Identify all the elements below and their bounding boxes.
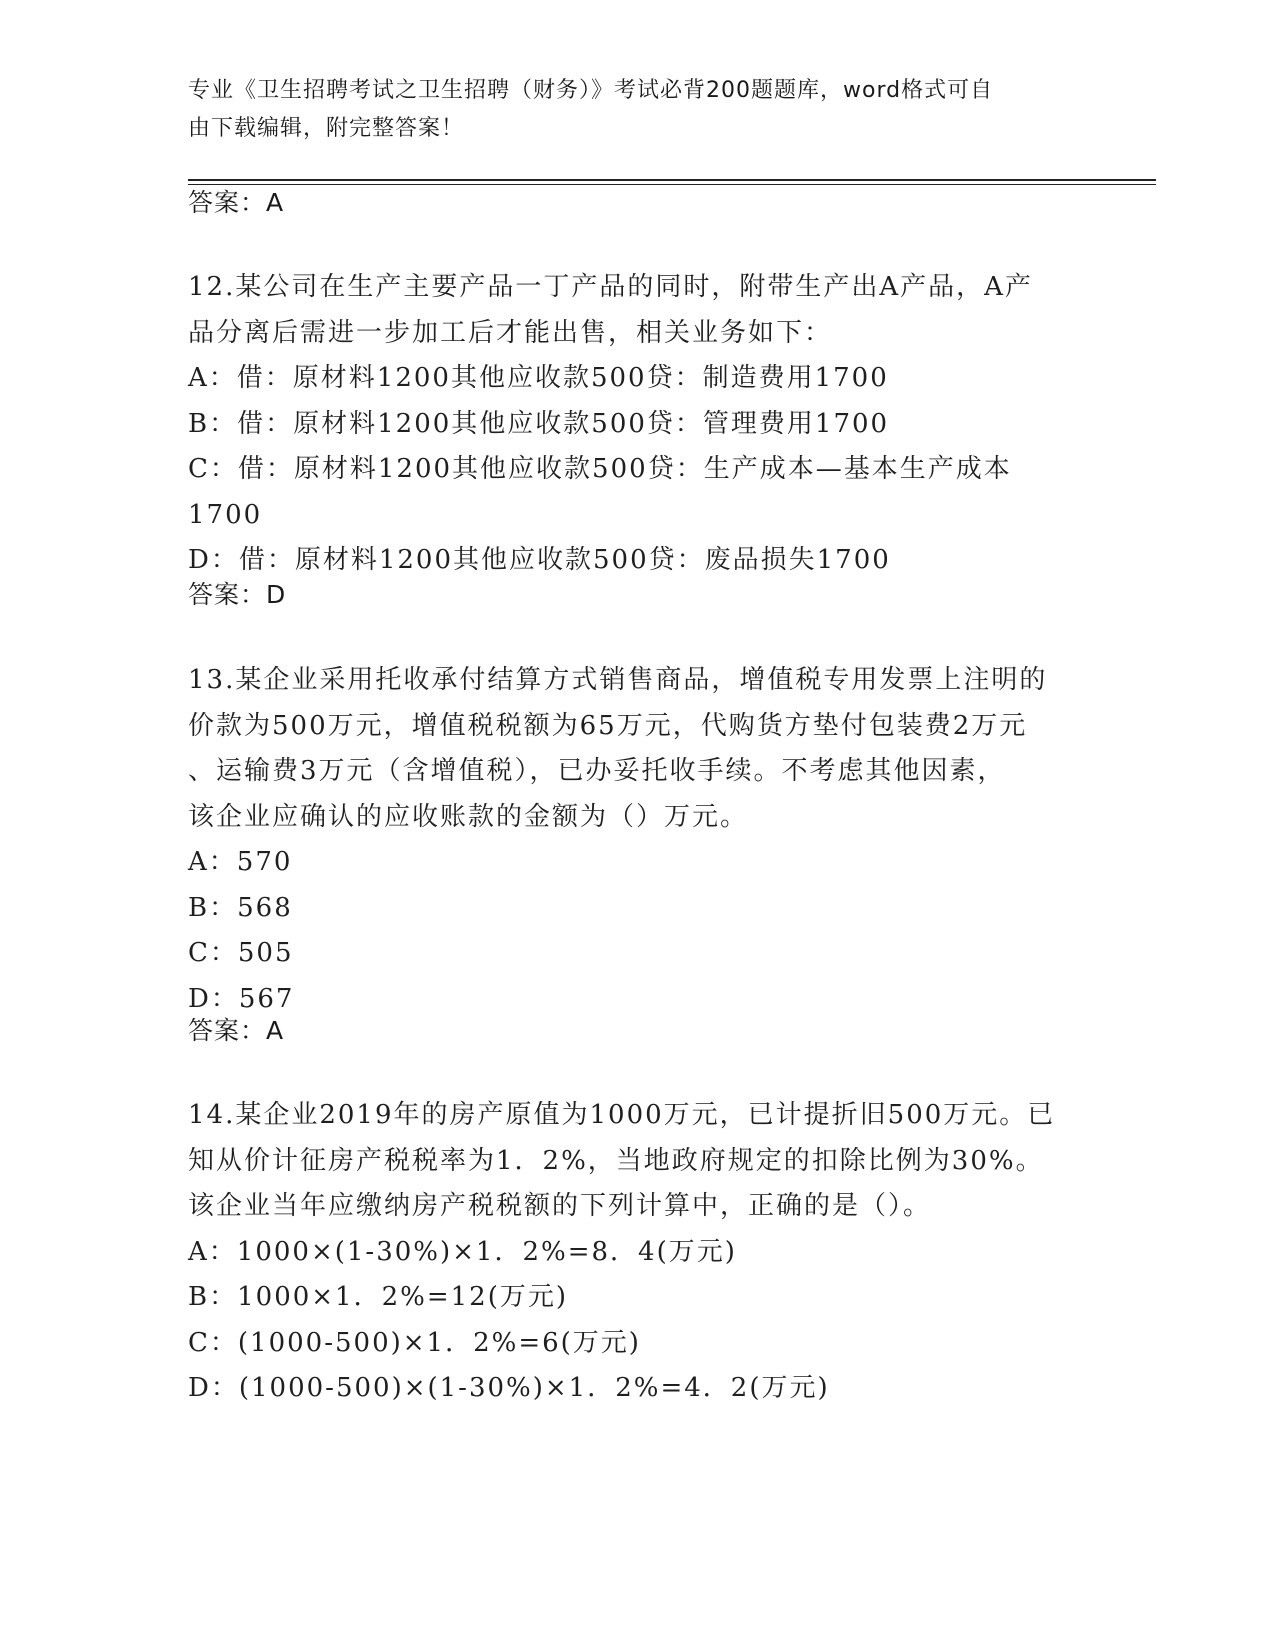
- q13-option-b: B：568: [188, 892, 293, 923]
- header-rule-thick: [188, 179, 1156, 181]
- q14-option-c: C：(1000-500)×1．2%=6(万元): [188, 1327, 641, 1358]
- q14-option-b: B：1000×1．2%=12(万元): [188, 1282, 569, 1312]
- q13-stem-line-2: 价款为500万元，增值税税额为65万元，代购货方垫付包装费2万元: [188, 710, 1028, 741]
- q12-answer: 答案：D: [188, 580, 287, 609]
- q14-stem-line-1: 14.某企业2019年的房产原值为1000万元，已计提折旧500万元。已: [188, 1100, 1056, 1130]
- q12-option-d: D：借：原材料1200其他应收款500贷：废品损失1700: [188, 545, 891, 575]
- q12-stem-line-1: 12.某公司在生产主要产品一丁产品的同时，附带生产出A产品，A产: [188, 272, 1033, 302]
- q12-stem-line-2: 品分离后需进一步加工后才能出售，相关业务如下：: [188, 317, 833, 348]
- q13-answer: 答案：A: [188, 1016, 285, 1045]
- q12-option-c-line-1: C：借：原材料1200其他应收款500贷：生产成本—基本生产成本: [188, 454, 1012, 484]
- question-13: [188, 658, 1088, 1022]
- header-line-1: 专业《卫生招聘考试之卫生招聘（财务）》考试必背200题题库，word格式可自: [188, 78, 994, 103]
- q14-option-d: D：(1000-500)×(1-30%)×1．2%=4．2(万元): [188, 1373, 830, 1403]
- q13-option-d: D：567: [188, 983, 295, 1014]
- question-14: [188, 1093, 1088, 1412]
- header-line-2: 由下载编辑，附完整答案！: [188, 116, 465, 141]
- q14-stem-line-2: 知从价计征房产税税率为1．2%，当地政府规定的扣除比例为30%。: [188, 1145, 1044, 1176]
- q12-option-a: A：借：原材料1200其他应收款500贷：制造费用1700: [188, 363, 889, 393]
- q14-option-a: A：1000×(1-30%)×1．2%=8．4(万元): [188, 1236, 737, 1267]
- q12-option-c-line-2: 1700: [188, 499, 263, 530]
- question-12: [188, 265, 1088, 584]
- document-header: [188, 72, 1068, 148]
- q13-stem-line-3: 、运输费3万元（含增值税），已办妥托收手续。不考虑其他因素，: [188, 756, 1006, 786]
- q14-stem-line-3: 该企业当年应缴纳房产税税额的下列计算中，正确的是（）。: [188, 1191, 932, 1221]
- header-rule-thin: [188, 184, 1156, 185]
- q13-option-c: C：505: [188, 938, 294, 968]
- q13-stem-line-4: 该企业应确认的应收账款的金额为（）万元。: [188, 801, 749, 832]
- q13-option-a: A：570: [188, 847, 293, 877]
- q12-option-b: B：借：原材料1200其他应收款500贷：管理费用1700: [188, 408, 890, 439]
- answer-prev: 答案：A: [188, 188, 285, 217]
- q13-stem-line-1: 13.某企业采用托收承付结算方式销售商品，增值税专用发票上注明的: [188, 665, 1048, 695]
